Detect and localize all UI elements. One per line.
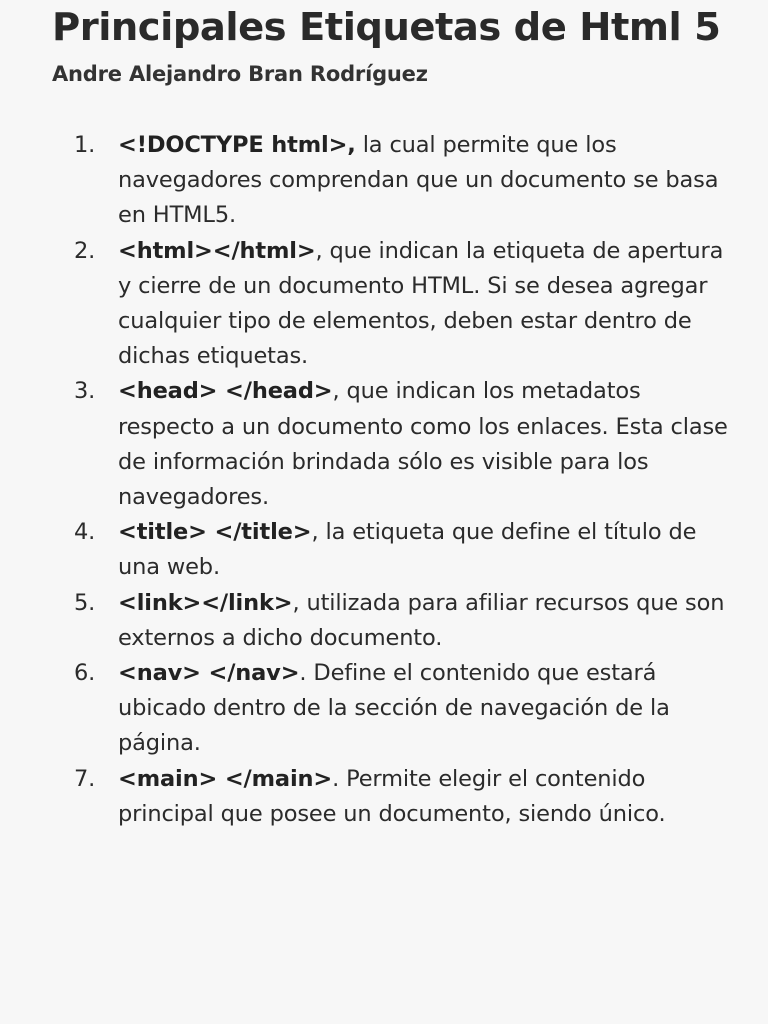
list-item-number: 3.: [74, 378, 96, 405]
list-item-text: , la etiqueta que define el título de una web.: [118, 519, 697, 581]
list-item-text: . Permite elegir el contenido principal que posee un documento, siendo único.: [118, 765, 666, 827]
list-item-content: [118, 656, 728, 762]
html-tag: <!DOCTYPE html>,: [118, 132, 356, 158]
list-item-text: . Define el contenido que estará ubicado dentro de la sección de navegación de la página.: [118, 660, 670, 757]
list-item: [52, 515, 728, 585]
list-item-content: [118, 762, 728, 832]
list-item-text: , utilizada para afiliar recursos que son externos a dicho documento.: [118, 589, 725, 651]
html-tag: <nav> </nav>: [118, 660, 300, 687]
html-tag: <html></html>: [118, 237, 316, 264]
tag-list: [52, 128, 728, 832]
list-item-text: , que indican los metadatos respecto a un documento como los enlaces. Esta clase de información brindada sólo es visible para los navegadores.: [118, 378, 728, 511]
html-tag: <main> </main>: [118, 765, 333, 792]
list-item-text: la cual permite que los navegadores comprendan que un documento se basa en HTML5.: [118, 132, 719, 229]
list-item-content: [118, 515, 728, 585]
list-item-text: , que indican la etiqueta de apertura y cierre de un documento HTML. Si se desea agregar cualquier tipo de elementos, deben estar dentro de dichas etiquetas.: [118, 237, 724, 370]
list-item-number: 1.: [74, 132, 96, 158]
html-tag: <link></link>: [118, 589, 293, 616]
html-tag: <head> </head>: [118, 378, 333, 405]
list-item-number: 4.: [74, 519, 96, 546]
list-item: [52, 656, 728, 762]
list-item: [52, 762, 728, 832]
list-item-content: [118, 586, 728, 656]
list-item-content: [118, 234, 728, 375]
list-item-number: 7.: [74, 765, 96, 792]
page-title: Principales Etiquetas de Html 5: [52, 5, 721, 50]
list-item: [52, 234, 728, 375]
list-item: [52, 128, 728, 234]
list-item-number: 5.: [74, 589, 96, 616]
list-item: [52, 586, 728, 656]
list-item-content: [118, 374, 728, 515]
list-item-number: 6.: [74, 660, 96, 687]
list-item-content: [118, 128, 728, 234]
list-item: [52, 374, 728, 515]
list-item-number: 2.: [74, 237, 96, 264]
author-name: Andre Alejandro Bran Rodríguez: [52, 62, 428, 86]
html-tag: <title> </title>: [118, 519, 312, 546]
